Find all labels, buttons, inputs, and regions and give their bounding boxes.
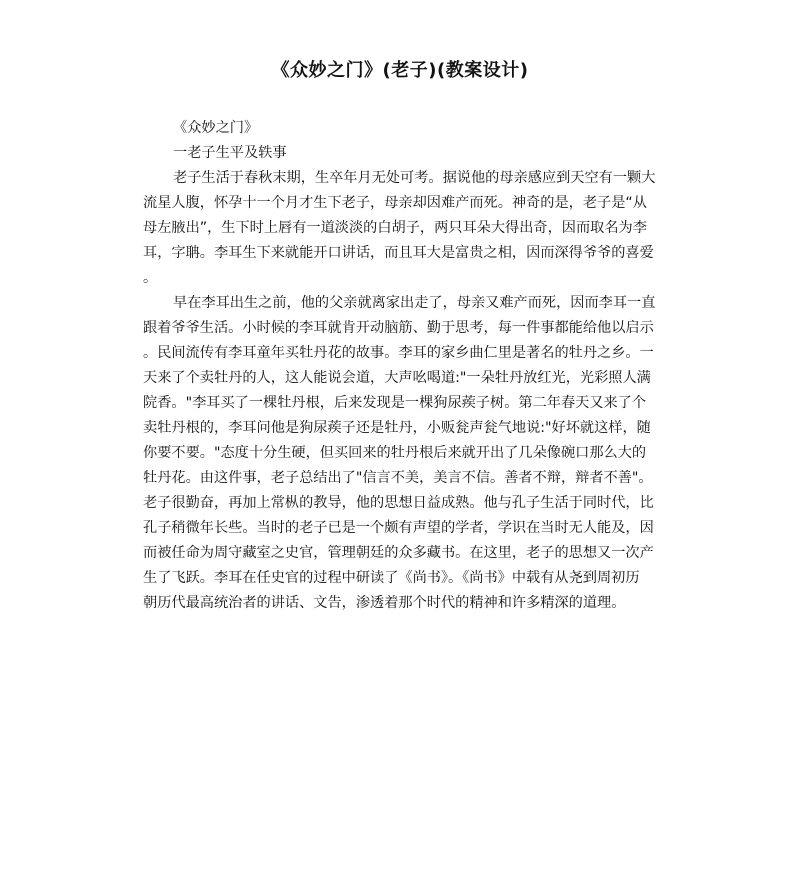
text-line: 生了飞跃。李耳在任史官的过程中研读了《尚书》。《尚书》中载有从尧到周初历 <box>143 570 640 586</box>
section-heading: 《众妙之门》 <box>173 120 259 136</box>
text-line: 跟着爷爷生活。小时候的李耳就肯开动脑筋、勤于思考，每一件事都能给他以启示 <box>143 320 654 336</box>
text-line: 院香。"李耳买了一棵牡丹根，后来发现是一棵狗尿蒺子树。第二年春天又来了个 <box>143 395 647 411</box>
text-line: 耳，字聃。李耳生下来就能开口讲话，而且耳大是富贵之相，因而深得爷爷的喜爱 <box>143 245 654 261</box>
text-line: 老子生活于春秋末期，生卒年月无处可考。据说他的母亲感应到天空有一颗大 <box>173 170 656 186</box>
text-line: 而被任命为周守藏室之史官，管理朝廷的众多藏书。在这里，老子的思想又一次产 <box>143 545 654 561</box>
text-line: 老子很勤奋，再加上常枞的教导，他的思想日益成熟。他与孔子生活于同时代，比 <box>143 495 654 511</box>
paragraph-birth-legend <box>143 166 663 291</box>
text-line: 早在李耳出生之前，他的父亲就离家出走了，母亲又难产而死，因而李耳一直 <box>173 295 656 311</box>
text-line: 母左腋出”，生下时上唇有一道淡淡的白胡子，两只耳朵大得出奇，因而取名为李 <box>143 220 647 236</box>
text-line: 天来了个卖牡丹的人，这人能说会道，大声吆喝道:"一朵牡丹放红光，光彩照人满 <box>143 370 651 386</box>
document-body <box>143 116 663 616</box>
text-line: 。 <box>143 270 158 286</box>
paragraph-childhood <box>143 291 663 616</box>
text-line: 牡丹花。由这件事，老子总结出了"信言不美，美言不信。善者不辩，辩者不善"。 <box>143 470 653 486</box>
text-line: 。民间流传有李耳童年买牡丹花的故事。李耳的家乡曲仁里是著名的牡丹之乡。一 <box>143 345 654 361</box>
section-subheading: 一老子生平及轶事 <box>173 145 287 161</box>
text-line: 卖牡丹根的，李耳问他是狗尿蒺子还是牡丹，小贩瓮声瓮气地说:"好坏就这样，随 <box>143 420 651 436</box>
document-title: 《众妙之门》(老子)(教案设计) <box>271 60 529 81</box>
text-line: 孔子稍微年长些。当时的老子已是一个颇有声望的学者，学识在当时无人能及，因 <box>143 520 654 536</box>
text-line: 你要不要。"态度十分生硬，但买回来的牡丹根后来就开出了几朵像碗口那么大的 <box>143 445 647 461</box>
text-line: 朝历代最高统治者的讲话、文告，渗透着那个时代的精神和许多精深的道理。 <box>143 595 626 611</box>
text-line: 流星人腹，怀孕十一个月才生下老子，母亲却因难产而死。神奇的是，老子是“从 <box>143 195 647 211</box>
